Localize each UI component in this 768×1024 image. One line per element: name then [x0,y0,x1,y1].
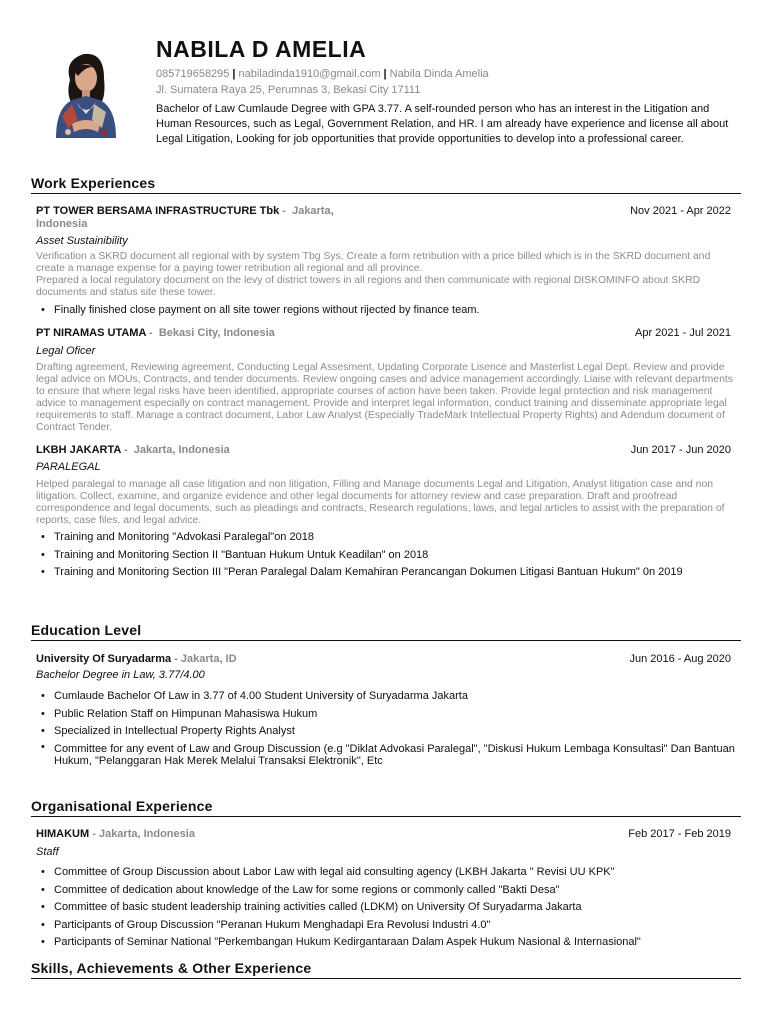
list-item: • Finally finished close payment on all site tower regions without rijected by finance team. [38,302,738,320]
employer-location: Jakarta, [292,205,334,217]
school-name: University Of Suryadarma [36,653,172,665]
job-role: Legal Oficer [36,345,96,357]
list-item: • Committee of basic student leadership training activities called (LDKM) on University Of Suryadarma Jakarta [38,899,738,917]
alias-name: Nabila Dinda Amelia [389,68,489,80]
list-item: • Public Relation Staff on Himpunan Mahasiswa Hukum [38,706,738,724]
organisation-location: Jakarta, Indonesia [98,828,195,840]
list-item: • Training and Monitoring Section II "Bantuan Hukum Untuk Keadilan" on 2018 [38,547,738,565]
list-item: • Committee of Group Discussion about Labor Law with legal aid consulting agency (LKBH Jakarta " Revisi UU KPK" [38,864,738,882]
section-education: Education Level [31,622,741,641]
list-item: • Committee of dedication about knowledge of the Law for some regions or commonly called "Bakti Desa" [38,882,738,900]
home-address: Jl. Sumatera Raya 25, Perumnas 3, Bekasi City 17111 [156,84,421,96]
job-role: PARALEGAL [36,461,101,473]
job-achievements [38,302,738,320]
job-dates: Apr 2021 - Jul 2021 [634,327,731,339]
list-item: • Cumlaude Bachelor Of Law in 3.77 of 4.00 Student University of Suryadarma Jakarta [38,688,738,706]
section-work-experiences: Work Experiences [31,175,741,194]
organisation-dates: Feb 2017 - Feb 2019 [628,828,731,840]
list-item: • Training and Monitoring Section III "Peran Paralegal Dalam Kemahiran Perancangan Dokumen Litigasi Bantuan Hukum" 0n 2019 [38,564,738,582]
job-title-line: PT NIRAMAS UTAMA - Bekasi City, Indonesia [36,327,275,339]
employer-location: Jakarta, Indonesia [133,444,230,456]
job-dates: Nov 2021 - Apr 2022 [630,205,731,217]
employer-name: LKBH JAKARTA [36,444,121,456]
education-dates: Jun 2016 - Aug 2020 [629,653,731,665]
school-title-line: University Of Suryadarma - Jakarta, ID [36,653,237,665]
school-location: Jakarta, ID [180,653,237,665]
list-item: • Specialized in Intellectual Property Rights Analyst [38,723,738,741]
degree: Bachelor Degree in Law, 3.77/4.00 [36,669,205,681]
job-role: Asset Sustainibility [36,235,128,247]
employer-name: PT TOWER BERSAMA INFRASTRUCTURE Tbk [36,205,280,217]
job-title-line: PT TOWER BERSAMA INFRASTRUCTURE Tbk - Jakarta, [36,205,334,217]
list-item: • Training and Monitoring "Advokasi Paralegal"on 2018 [38,529,738,547]
employer-location: Bekasi City, Indonesia [158,327,275,339]
section-organisational: Organisational Experience [31,798,741,817]
organisation-role: Staff [36,846,59,858]
organisation-name: HIMAKUM [36,828,90,840]
list-item: • Participants of Group Discussion "Peranan Hukum Menghadapi Era Revolusi Industri 4.0" [38,917,738,935]
section-skills: Skills, Achievements & Other Experience [31,960,741,979]
job-description: Verification a SKRD document all regional with by system Tbg Sys, Create a form retribution with a price billed which is in the SKRD document and create a manage expense for a paying tower retribution all regional and all province. Prepared a local regulatory document on the levy of district towers in all regions and then communicate with regional DISKOMINFO about SKRD documents and status site these tower. [36,251,711,299]
email-address[interactable]: nabiladinda1910@gmail.com [238,68,381,80]
job-description: Drafting agreement, Reviewing agreement, Conducting Legal Assesment, Updating Corporate Lisence and Masterlist Legal Dept. Review and provide legal advice on MOUs, Contracts, and tender documents. Review ongoing cases and advice management accordingly. Liaise with relevant departments to ensure that where legal risks have been identified, appropriate courses of action have been taken. Provide legal protection and risk management advice to management especially on contract management. Provide and interpret legal information, conduct training and disseminate appropriate legal requirements to staff. Manage a contract document, Labor Law Analyst (Especially TradeMark Intellectual Property Rights) and Adendum document of Contract Tender. [36,362,733,434]
education-highlights [38,688,738,768]
job-description: Helped paralegal to manage all case litigation and non litigation, Filling and Manage documents Legal and Litigation, Analyst litigation case and non litigation. Collect, examine, and organize evidence and other legal documents for attorney review and case preparation. Draft and proofread correspondence and legal documents, such as pleadings and contracts, Research regulations, laws, and legal articles to assist with the preparation of reports, case files, and legal advice. [36,479,725,527]
profile-photo [48,42,122,138]
employer-name: PT NIRAMAS UTAMA [36,327,146,339]
list-item: • Participants of Seminar National "Perkembangan Hukum Kedirgantaraan Dalam Aspek Hukum Nasional & Internasional" [38,934,738,952]
phone-number[interactable]: 085719658295 [156,68,230,80]
candidate-name: NABILA D AMELIA [156,36,367,62]
profile-summary: Bachelor of Law Cumlaude Degree with GPA 3.77. A self-rounded person who has an interest in the Litigation and Human Resources, such as Legal, Government Relation, and HR. I am already have experience and license all about Legal Litigation, Looking for job opportunities that provide opportunities to develop into a professional career. [156,103,729,145]
org-title-line: HIMAKUM - Jakarta, Indonesia [36,828,195,840]
job-title-line: LKBH JAKARTA - Jakarta, Indonesia [36,444,230,456]
job-achievements [38,529,738,582]
job-dates: Jun 2017 - Jun 2020 [630,444,731,456]
organisation-activities [38,864,738,952]
job-location-cont: Indonesia [36,218,88,230]
contact-line: 085719658295 | nabiladinda1910@gmail.com | Nabila Dinda Amelia [156,68,489,80]
list-item: • Committee for any event of Law and Group Discussion (e.g "Diklat Advokasi Paralegal", "Diskusi Hukum Lembaga Konsultasi" Dan Bantuan Hukum, "Pelanggaran Hak Merek Melalui Transaksi Elektronik", Etc [38,741,738,768]
